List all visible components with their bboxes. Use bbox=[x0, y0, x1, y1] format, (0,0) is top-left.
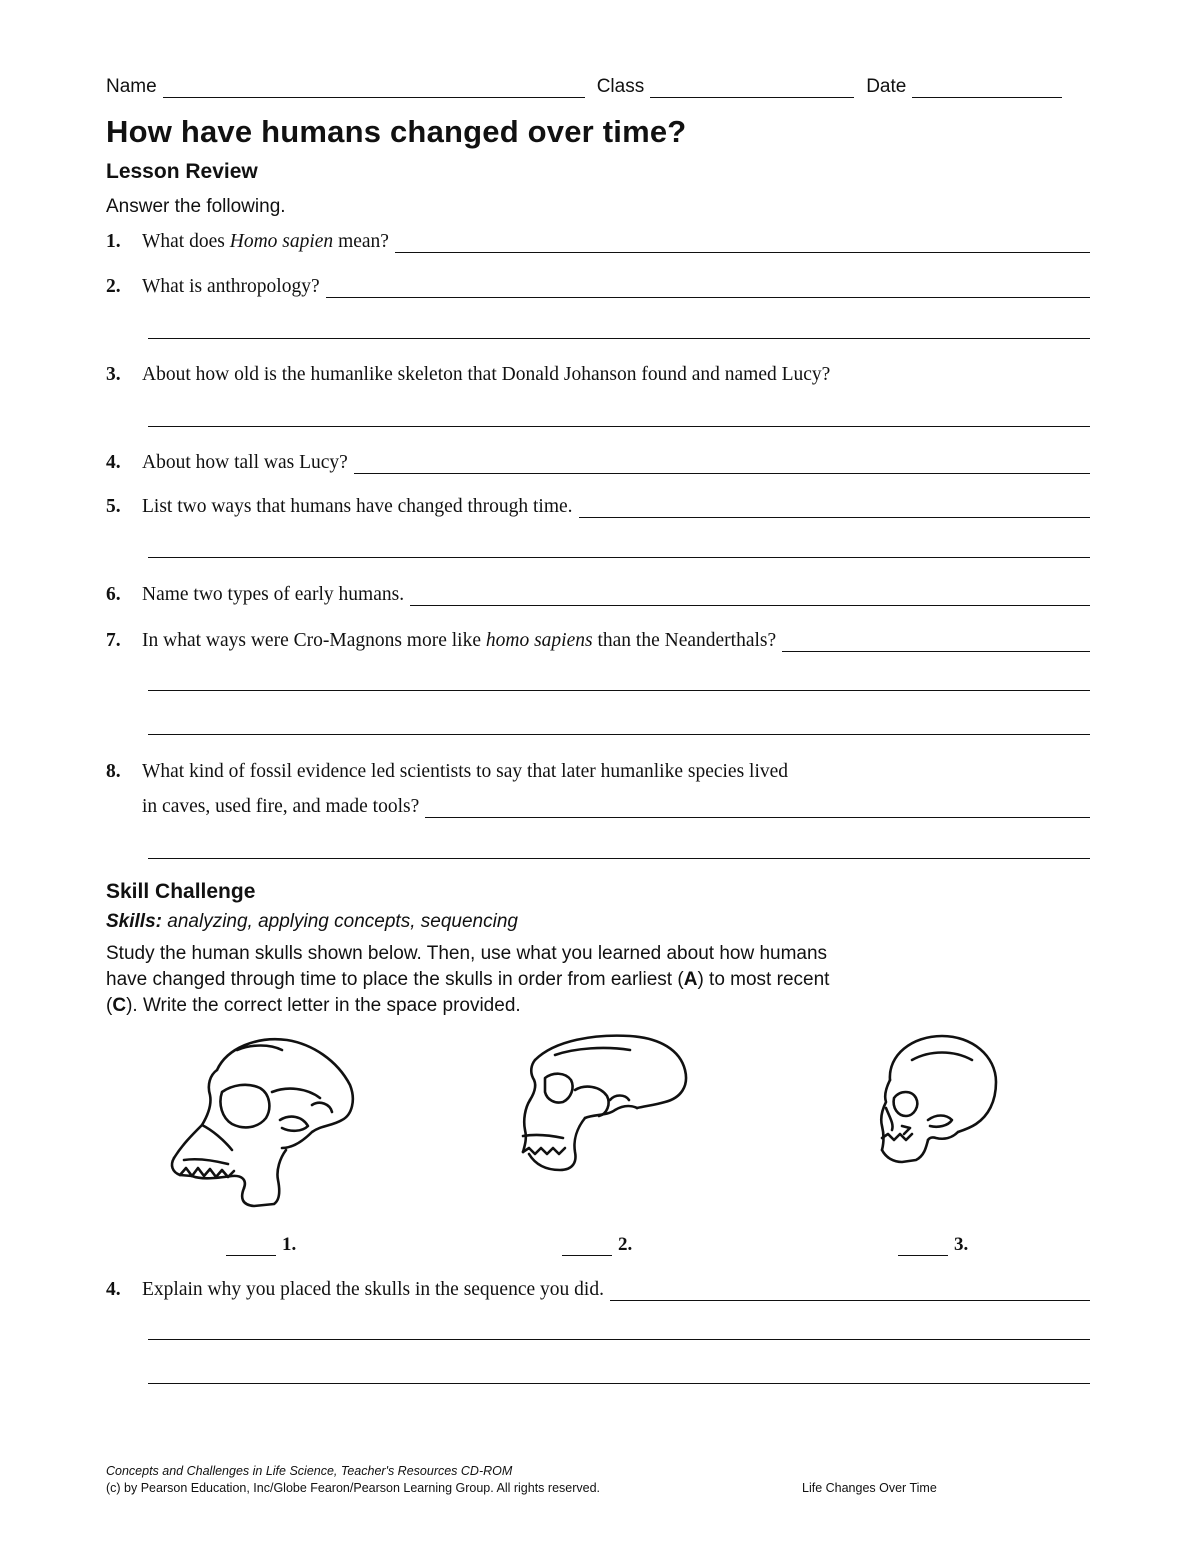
question-6 bbox=[106, 578, 1090, 606]
answer-line[interactable] bbox=[410, 585, 1090, 606]
question-text: In what ways were Cro-Magnons more like homo sapiens than the Neanderthals? bbox=[142, 630, 777, 651]
question-5 bbox=[106, 490, 1090, 518]
question-text: About how old is the humanlike skeleton that Donald Johanson found and named Lucy? bbox=[142, 364, 831, 385]
page-title: How have humans changed over time? bbox=[106, 114, 687, 149]
blank-number: 2. bbox=[618, 1234, 633, 1255]
question-number: 1. bbox=[106, 231, 121, 252]
skull-3-answer[interactable] bbox=[898, 1234, 968, 1256]
answer-line[interactable] bbox=[148, 1339, 1090, 1340]
footer-book-title: Concepts and Challenges in Life Science, Teacher's Resources CD-ROM bbox=[106, 1464, 513, 1478]
class-label: Class bbox=[596, 76, 645, 97]
skull-apelike-illustration bbox=[162, 1030, 362, 1210]
name-label: Name bbox=[106, 76, 157, 97]
question-text: in caves, used fire, and made tools? bbox=[142, 796, 420, 817]
answer-line[interactable] bbox=[354, 453, 1090, 474]
answer-line[interactable] bbox=[148, 858, 1090, 859]
question-2 bbox=[106, 270, 1090, 298]
lesson-review-heading: Lesson Review bbox=[106, 160, 258, 183]
question-text: Explain why you placed the skulls in the sequence you did. bbox=[142, 1279, 604, 1300]
skill-challenge-heading: Skill Challenge bbox=[106, 880, 256, 903]
answer-line[interactable] bbox=[610, 1280, 1090, 1301]
footer-copyright: (c) by Pearson Education, Inc/Globe Fearon/Pearson Learning Group. All rights reserved. bbox=[106, 1481, 601, 1495]
class-field[interactable] bbox=[650, 77, 854, 98]
question-3 bbox=[106, 358, 1090, 386]
skull-2-answer[interactable] bbox=[562, 1234, 632, 1256]
question-number: 4. bbox=[106, 452, 121, 473]
answer-line[interactable] bbox=[148, 1383, 1090, 1384]
answer-blank[interactable] bbox=[898, 1237, 948, 1256]
question-text: What is anthropology? bbox=[142, 276, 320, 297]
question-8 bbox=[106, 755, 1090, 783]
answer-blank[interactable] bbox=[226, 1237, 276, 1256]
question-number: 8. bbox=[106, 761, 121, 782]
answer-line[interactable] bbox=[148, 426, 1090, 427]
name-field[interactable] bbox=[163, 77, 585, 98]
date-field[interactable] bbox=[912, 77, 1062, 98]
answer-line[interactable] bbox=[148, 734, 1090, 735]
date-label: Date bbox=[866, 76, 907, 97]
question-number: 5. bbox=[106, 496, 121, 517]
student-info-header bbox=[106, 68, 1098, 98]
answer-line[interactable] bbox=[395, 232, 1090, 253]
answer-line[interactable] bbox=[148, 690, 1090, 691]
question-number: 6. bbox=[106, 584, 121, 605]
answer-line[interactable] bbox=[782, 631, 1090, 652]
question-number: 2. bbox=[106, 276, 121, 297]
question-number: 4. bbox=[106, 1279, 121, 1300]
skill-instructions: Study the human skulls shown below. Then, use what you learned about how humans have changed through time to place the skulls in order from earliest (A) to most recent (C). Write the correct letter in the space provided. bbox=[106, 943, 830, 1016]
question-text: Name two types of early humans. bbox=[142, 584, 405, 605]
question-text: About how tall was Lucy? bbox=[142, 452, 348, 473]
blank-number: 3. bbox=[954, 1234, 969, 1255]
skull-1-answer[interactable] bbox=[226, 1234, 296, 1256]
question-1 bbox=[106, 225, 1090, 253]
question-number: 7. bbox=[106, 630, 121, 651]
skull-modern-illustration bbox=[872, 1030, 1002, 1170]
question-8-continued bbox=[142, 790, 1090, 818]
skills-line: Skills: analyzing, applying concepts, sequencing bbox=[106, 911, 518, 932]
question-4 bbox=[106, 446, 1090, 474]
question-7 bbox=[106, 624, 1090, 652]
answer-line[interactable] bbox=[579, 497, 1090, 518]
question-text: List two ways that humans have changed through time. bbox=[142, 496, 573, 517]
question-text: What does Homo sapien mean? bbox=[142, 231, 389, 252]
answer-line[interactable] bbox=[425, 797, 1090, 818]
blank-number: 1. bbox=[282, 1234, 297, 1255]
skull-erectus-illustration bbox=[515, 1030, 695, 1180]
question-text: What kind of fossil evidence led scientists to say that later humanlike species lived bbox=[142, 761, 789, 782]
answer-line[interactable] bbox=[148, 557, 1090, 558]
answer-line[interactable] bbox=[148, 338, 1090, 339]
skill-question-4 bbox=[106, 1273, 1090, 1301]
footer-unit: Life Changes Over Time bbox=[802, 1481, 937, 1495]
question-number: 3. bbox=[106, 364, 121, 385]
instruction-text: Answer the following. bbox=[106, 196, 286, 217]
answer-blank[interactable] bbox=[562, 1237, 612, 1256]
answer-line[interactable] bbox=[326, 277, 1090, 298]
